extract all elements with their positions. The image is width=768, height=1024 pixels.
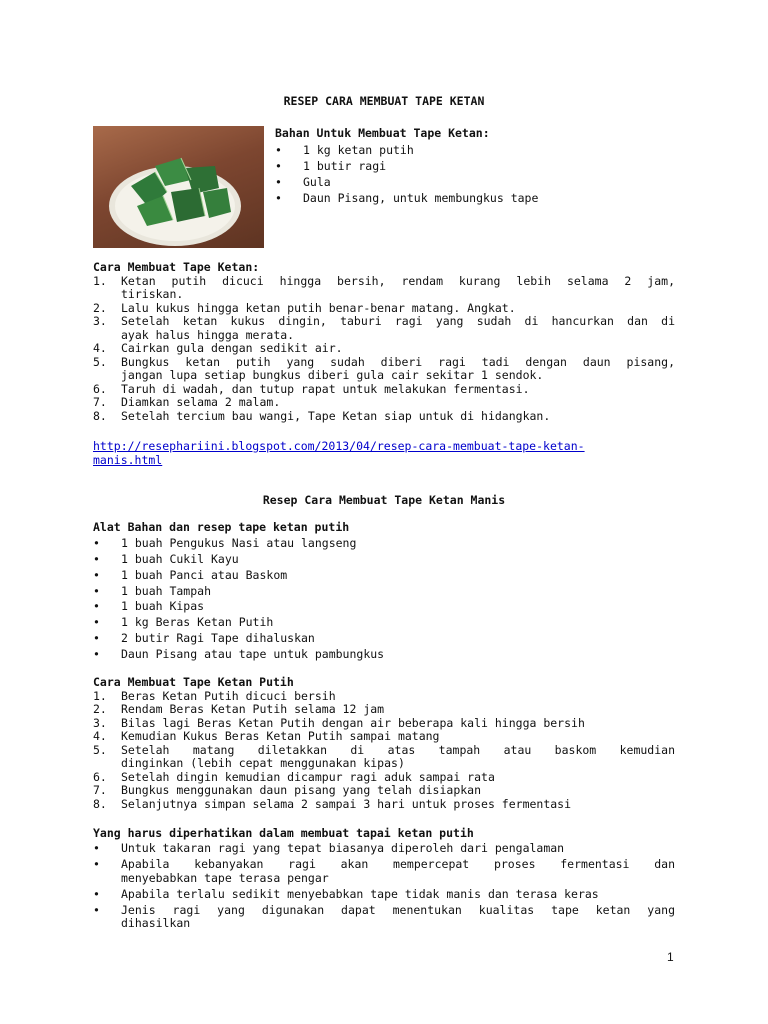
source-link-block <box>93 440 675 467</box>
ingredients-heading: Bahan Untuk Membuat Tape Ketan: <box>275 126 490 140</box>
bullet-icon: • <box>93 567 100 582</box>
ingredients-list <box>275 143 538 207</box>
bullet-icon: • <box>275 191 282 206</box>
source-link-line2[interactable]: manis.html <box>93 452 163 467</box>
tip-line: Apabila terlalu sedikit menyebabkan tape tidak manis dan terasa keras <box>121 886 599 901</box>
tip-text <box>121 888 675 902</box>
step-number: 5. <box>93 742 107 757</box>
tip-item <box>93 842 675 856</box>
step-line: Bungkus ketan putih yang sudah diberi ragi tadi dengan daun pisang, <box>121 354 675 369</box>
tip-item <box>93 858 675 885</box>
step-line: jangan lupa setiap bungkus diberi gula cair sekitar 1 sendok. <box>121 368 544 382</box>
bullet-icon: • <box>93 646 100 661</box>
step-line: Selanjutnya simpan selama 2 sampai 3 hari untuk proses fermentasi <box>121 796 572 811</box>
step-line: Setelah matang diletakkan di atas tampah atau baskom kemudian <box>121 742 675 757</box>
step-text <box>121 744 675 771</box>
tool-text: 1 buah Tampah <box>121 583 212 598</box>
ingredient-item <box>275 159 538 175</box>
bullet-icon: • <box>275 175 282 190</box>
steps-heading: Cara Membuat Tape Ketan: <box>93 260 260 274</box>
steps-list <box>93 275 675 424</box>
steps-section <box>93 261 675 423</box>
tips-heading: Yang harus diperhatikan dalam membuat tapai ketan putih <box>93 826 474 840</box>
tips-section <box>93 827 675 933</box>
bullet-icon: • <box>275 159 282 174</box>
step-number: 1. <box>93 273 107 288</box>
step-item <box>93 356 675 383</box>
step-number: 3. <box>93 715 107 730</box>
ingredient-text: Daun Pisang, untuk membungkus tape <box>303 191 539 206</box>
step-line: Bilas lagi Beras Ketan Putih dengan air beberapa kali hingga bersih <box>121 715 585 730</box>
tool-item <box>93 552 675 568</box>
step-line: Cairkan gula dengan sedikit air. <box>121 341 343 355</box>
tip-line: menyebabkan tape terasa pengar <box>121 870 329 885</box>
step-item <box>93 744 675 771</box>
step-item <box>93 703 675 717</box>
tip-line: Apabila kebanyakan ragi akan mempercepat proses fermentasi dan <box>121 857 675 871</box>
step-line: Setelah dingin kemudian dicampur ragi aduk sampai rata <box>121 769 495 784</box>
step-line: Bungkus menggunakan daun pisang yang telah disiapkan <box>121 783 482 797</box>
step-line: Beras Ketan Putih dicuci bersih <box>121 688 336 703</box>
step-number: 8. <box>93 408 107 423</box>
step-number: 4. <box>93 341 107 355</box>
step-text <box>121 730 675 744</box>
bullet-icon: • <box>93 886 100 901</box>
tool-item <box>93 615 675 631</box>
bullet-icon: • <box>93 857 100 871</box>
bullet-icon: • <box>93 599 100 614</box>
ingredient-item <box>275 143 538 159</box>
bullet-icon: • <box>93 583 100 598</box>
ingredients-block <box>275 127 538 207</box>
tape-ketan-photo <box>93 126 264 248</box>
step-item <box>93 302 675 316</box>
step-number: 5. <box>93 354 107 369</box>
step-number: 2. <box>93 702 107 716</box>
step-line: Setelah tercium bau wangi, Tape Ketan siap untuk di hidangkan. <box>121 408 551 423</box>
tool-item <box>93 599 675 615</box>
tips-list <box>93 842 675 931</box>
bullet-icon: • <box>93 551 100 566</box>
tip-item <box>93 888 675 902</box>
tool-text: 1 buah Panci atau Baskom <box>121 567 288 582</box>
step-number: 7. <box>93 395 107 409</box>
bullet-icon: • <box>93 902 100 917</box>
tool-text: 1 buah Pengukus Nasi atau langseng <box>121 536 357 551</box>
step-text <box>121 396 675 410</box>
step-text <box>121 302 675 316</box>
step-line: Ketan putih dicuci hingga bersih, rendam kurang lebih selama 2 jam, <box>121 273 675 288</box>
page-number: 1 <box>667 950 674 964</box>
step-number: 3. <box>93 314 107 328</box>
tool-item <box>93 536 675 552</box>
step-text <box>121 410 675 424</box>
ingredient-item <box>275 191 538 207</box>
steps2-list <box>93 690 675 812</box>
step-item <box>93 410 675 424</box>
step-line: Lalu kukus hingga ketan putih benar-benar matang. Angkat. <box>121 300 516 315</box>
step-line: tiriskan. <box>121 287 184 301</box>
tools-list <box>93 536 675 662</box>
step-number: 2. <box>93 300 107 315</box>
ingredient-text: 1 butir ragi <box>303 159 387 174</box>
tip-item <box>93 904 675 931</box>
step-number: 6. <box>93 381 107 396</box>
step-item <box>93 717 675 731</box>
step-text <box>121 771 675 785</box>
tool-item <box>93 568 675 584</box>
tool-text: 1 buah Cukil Kayu <box>121 551 239 566</box>
step-line: Setelah ketan kukus dingin, taburi ragi yang sudah di hancurkan dan di <box>121 314 675 328</box>
bullet-icon: • <box>93 615 100 630</box>
step-text <box>121 315 675 342</box>
tools-heading: Alat Bahan dan resep tape ketan putih <box>93 520 350 534</box>
steps2-heading: Cara Membuat Tape Ketan Putih <box>93 675 294 689</box>
step-item <box>93 798 675 812</box>
step-item <box>93 784 675 798</box>
ingredient-text: Gula <box>303 175 331 190</box>
step-item <box>93 315 675 342</box>
ingredient-text: 1 kg ketan putih <box>303 143 414 158</box>
tip-line: dihasilkan <box>121 916 191 930</box>
tip-text <box>121 858 675 885</box>
step-text <box>121 690 675 704</box>
bullet-icon: • <box>275 143 282 158</box>
tools-section <box>93 521 675 662</box>
tape-ketan-image <box>93 126 264 248</box>
step-number: 8. <box>93 796 107 811</box>
step-text <box>121 275 675 302</box>
step-text <box>121 798 675 812</box>
step-item <box>93 275 675 302</box>
source-link-line1[interactable]: http://resephariini.blogspot.com/2013/04/resep-cara-membuat-tape-ketan- <box>93 439 585 453</box>
tool-text: 2 butir Ragi Tape dihaluskan <box>121 630 315 645</box>
step-number: 4. <box>93 729 107 743</box>
step-text <box>121 383 675 397</box>
step-item <box>93 730 675 744</box>
step-line: dinginkan (lebih cepat menggunakan kipas) <box>121 756 405 770</box>
tip-line: Jenis ragi yang digunakan dapat menentukan kualitas tape ketan yang <box>121 902 675 917</box>
bullet-icon: • <box>93 841 100 855</box>
step-text <box>121 784 675 798</box>
bullet-icon: • <box>93 630 100 645</box>
step-line: Diamkan selama 2 malam. <box>121 395 281 409</box>
step-number: 6. <box>93 769 107 784</box>
step-item <box>93 396 675 410</box>
step-item <box>93 690 675 704</box>
tool-item <box>93 583 675 599</box>
bullet-icon: • <box>93 536 100 551</box>
step-number: 7. <box>93 783 107 797</box>
step-line: ayak halus hingga merata. <box>121 327 295 342</box>
steps2-section <box>93 676 675 811</box>
section-title-manis: Resep Cara Membuat Tape Ketan Manis <box>262 493 506 507</box>
step-text <box>121 342 675 356</box>
step-text <box>121 703 675 717</box>
step-text <box>121 717 675 731</box>
recipe-title: RESEP CARA MEMBUAT TAPE KETAN <box>283 94 485 108</box>
step-item <box>93 383 675 397</box>
step-item <box>93 771 675 785</box>
tool-text: 1 kg Beras Ketan Putih <box>121 615 274 630</box>
tool-text: 1 buah Kipas <box>121 599 205 614</box>
ingredient-item <box>275 175 538 191</box>
tool-text: Daun Pisang atau tape untuk pambungkus <box>121 646 385 661</box>
tool-item <box>93 647 675 663</box>
step-item <box>93 342 675 356</box>
tool-item <box>93 631 675 647</box>
step-line: Taruh di wadah, dan tutup rapat untuk melakukan fermentasi. <box>121 381 530 396</box>
step-number: 1. <box>93 688 107 703</box>
step-line: Kemudian Kukus Beras Ketan Putih sampai matang <box>121 729 440 743</box>
tip-line: Untuk takaran ragi yang tepat biasanya diperoleh dari pengalaman <box>121 841 565 855</box>
step-line: Rendam Beras Ketan Putih selama 12 jam <box>121 702 385 716</box>
step-text <box>121 356 675 383</box>
tip-text <box>121 842 675 856</box>
tip-text <box>121 904 675 931</box>
